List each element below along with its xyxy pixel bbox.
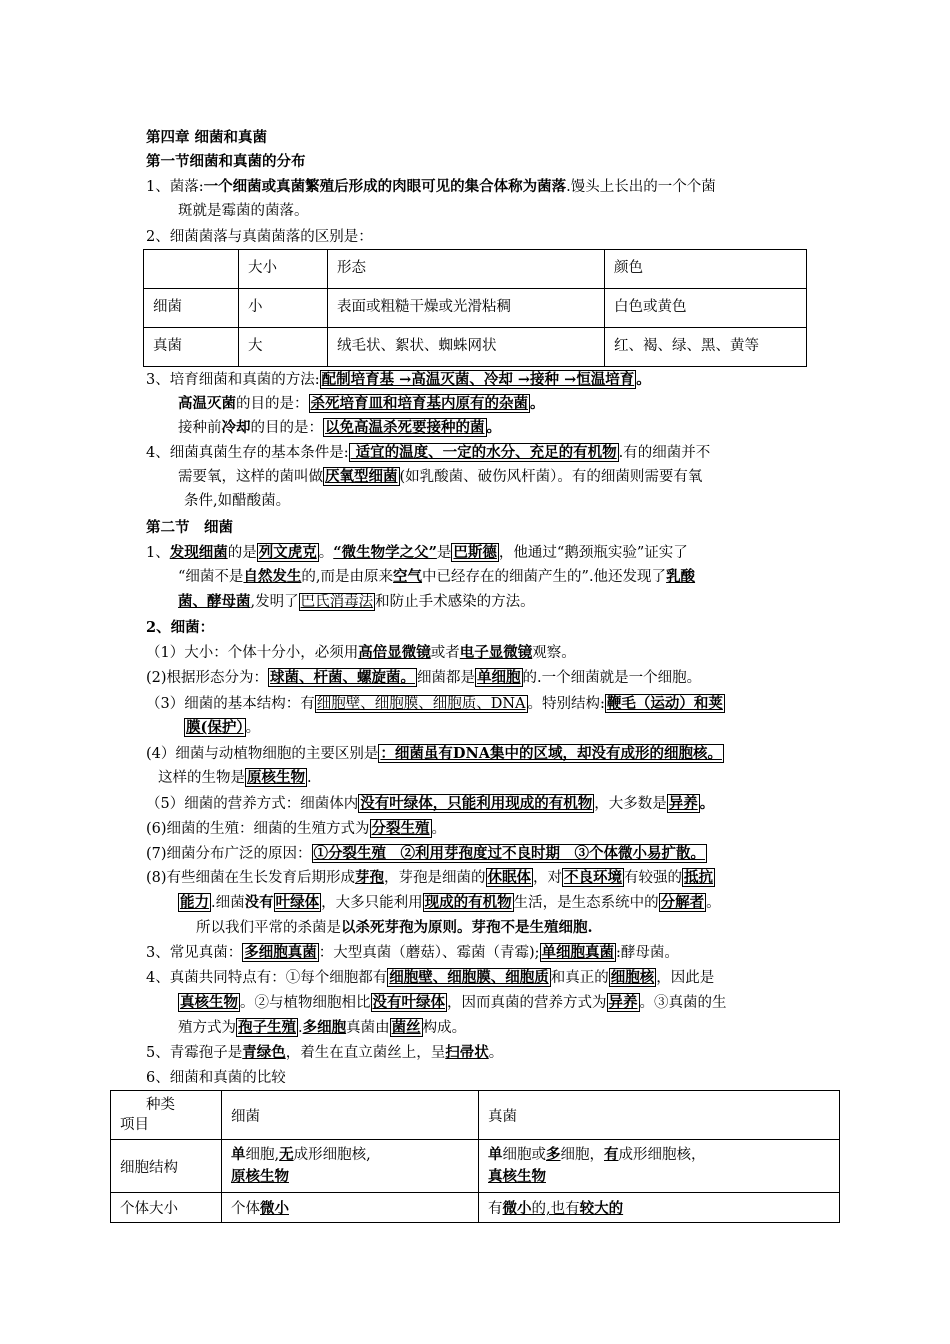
paragraph-4-cont: 需要氧，这样的菌叫做 厌氧型细菌 (如乳酸菌、破伤风杆菌）。有的细菌则需要有氧 [178,468,703,485]
item-1-cont: “细菌不是自然发生的,而是由原来空气中已经存在的细菌产生的”.他还发现了乳酸 [178,568,696,585]
item-2-8-cont: 能力 .细菌没有 叶绿体 ，大多只能利用 现成的有机物 生活，是生态系统中的 分解者 。 [180,894,721,911]
table-row: 大小 形态 颜色 [144,250,807,289]
item-4-cont: 真核生物 。②与植物细胞相比 没有叶绿体 ，因而真菌的营养方式为 异养 。③真菌的生 [180,994,727,1011]
item-5: 5、青霉孢子是青绿色，着生在直立菌丝上，呈扫帚状。 [146,1044,504,1061]
item-1: 1、发现细菌的是 列文虎克 。“微生物学之父”是 巴斯德 ，他通过“鹅颈瓶实验”证实了 [146,544,688,561]
item-2: 2、细菌： [146,619,215,636]
table-row: 个体大小 个体微小 有微小的,也有较大的 [111,1193,840,1223]
paragraph-1: 1、菌落:一个细菌或真菌繁殖后形成的肉眼可见的集合体称为菌落.馒头上长出的一个个菌 [146,178,716,195]
item-2-8: (8)有些细菌在生长发育后期形成芽孢，芽孢是细菌的 休眠体 ，对 不良环境 有较强的 抵抗 [146,869,714,886]
paragraph-2: 2、细菌菌落与真菌菌落的区别是： [146,229,373,245]
chapter-title: 第四章 细菌和真菌 [146,129,268,146]
paragraph-3c: 接种前冷却的目的是： 以免高温杀死要接种的菌 。 [178,419,501,436]
item-4-cont2: 殖方式为 孢子生殖 .多细胞真菌由 菌丝 构成。 [178,1019,467,1036]
bacteria-fungi-comparison-table [110,1090,840,1223]
table-row: 细菌 小 表面或粗糙干燥或光滑粘稠 白色或黄色 [144,289,807,328]
item-2-4: (4）细菌与动植物细胞的主要区别是 ：细菌虽有DNA集中的区域，却没有成形的细胞核。 [146,745,722,762]
item-2-5: （5）细菌的营养方式：细菌体内 没有叶绿体，只能利用现成的有机物 ，大多数是 异养 。 [146,795,715,812]
item-2-6: (6)细菌的生殖：细菌的生殖方式为 分裂生殖 。 [146,820,447,837]
item-2-2: (2)根据形态分为： 球菌、杆菌、螺旋菌。 细菌都是 单细胞 的.一个细菌就是一个细胞。 [146,669,702,686]
colony-comparison-table [143,249,807,367]
item-2-3: （3）细菌的基本结构：有 细胞壁、细胞膜、细胞质、DNA 。特别结构: 鞭毛（运动）和荚 [146,695,723,712]
section1-title: 第一节细菌和真菌的分布 [146,153,306,170]
item-6: 6、细菌和真菌的比较 [146,1070,286,1086]
item-4: 4、真菌共同特点有：①每个细胞都有 细胞壁、细胞膜、细胞质 和真正的 细胞核 ，因此是 [146,969,715,986]
item-3: 3、常见真菌： 多细胞真菌 ：大型真菌（蘑菇）、霉菌（青霉); 单细胞真菌 :酵母菌。 [146,944,679,961]
paragraph-3b: 高温灭菌的目的是： 杀死培育皿和培育基内原有的杂菌 。 [178,395,545,412]
paragraph-1-cont: 斑就是霉菌的菌落。 [178,203,309,219]
item-2-8-cont2: 所以我们平常的杀菌是以杀死芽孢为原则。芽孢不是生殖细胞. [196,919,593,936]
item-2-7: (7)细菌分布广泛的原因： ①分裂生殖 ②利用芽孢度过不良时期 ③个体微小易扩散。 [146,845,706,862]
paragraph-3: 3、培育细菌和真菌的方法: 配制培育基 →高温灭菌、冷却 →接种 →恒温培育 。 [146,371,651,388]
paragraph-4: 4、细菌真菌生存的基本条件是: 适宜的温度、一定的水分、充足的有机物 .有的细菌并不 [146,444,711,461]
paragraph-4-cont2: 条件,如醋酸菌。 [184,493,291,509]
section2-title: 第二节 细菌 [146,519,233,536]
header-cell: 种类 项目 [111,1091,222,1140]
table-row: 细胞结构 单细胞,无成形细胞核, 原核生物 单细胞或多细胞，有成形细胞核， 真核生物 [111,1140,840,1193]
item-1-cont2: 菌、酵母菌,发明了 巴氏消毒法 和防止手术感染的方法。 [178,593,535,610]
item-2-1: （1）大小：个体十分小，必须用高倍显微镜或者电子显微镜观察。 [146,644,576,661]
table-row: 种类 项目 细菌 真菌 [111,1091,840,1140]
item-2-4-cont: 这样的生物是 原核生物 . [158,769,312,786]
table-row: 真菌 大 绒毛状、絮状、蜘蛛网状 红、褐、绿、黑、黄等 [144,328,807,367]
item-2-3-cont: 膜(保护） 。 [186,719,261,736]
